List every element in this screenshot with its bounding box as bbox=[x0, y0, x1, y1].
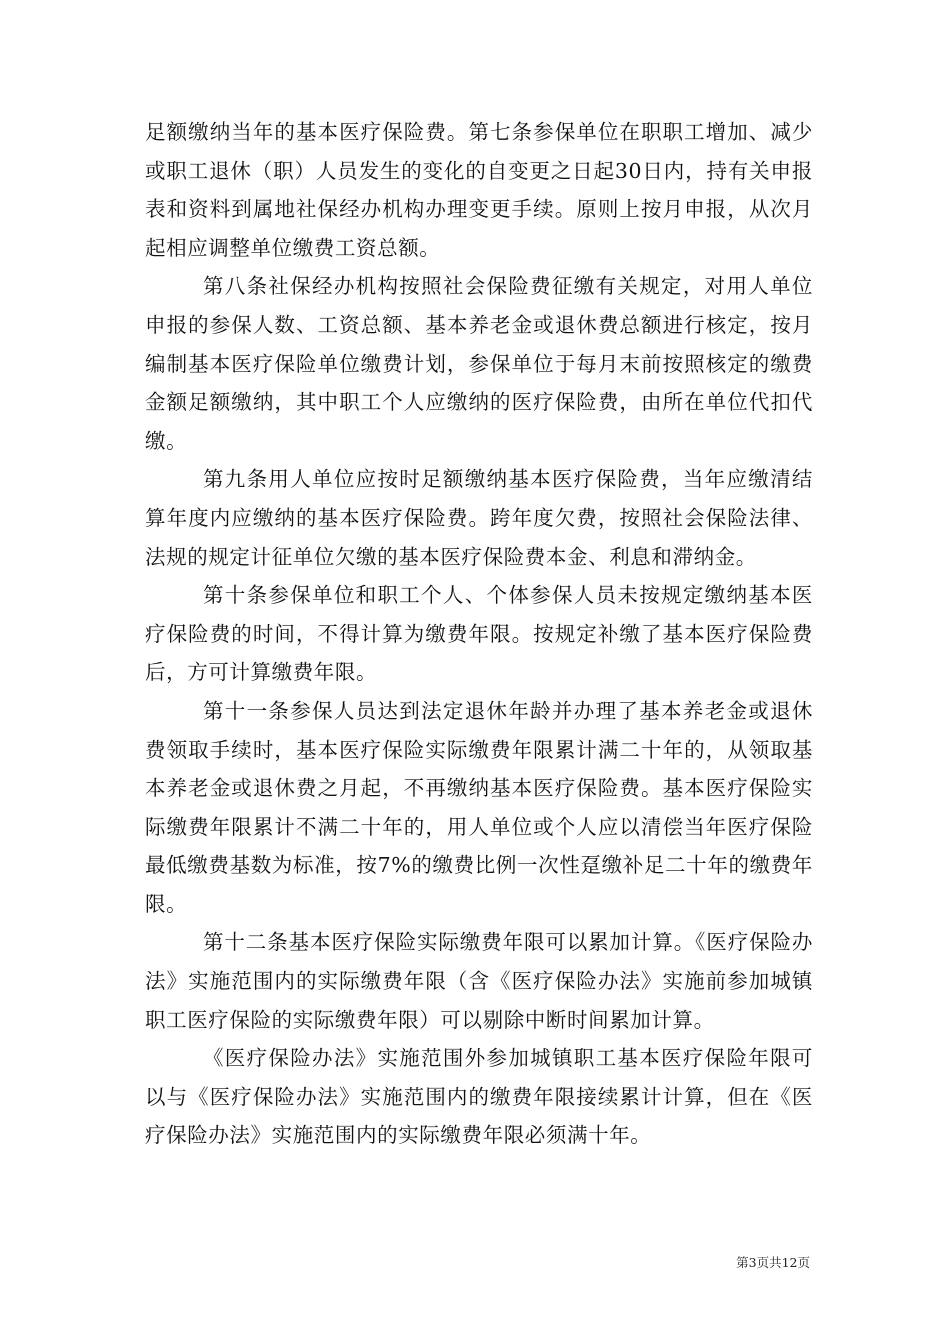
paragraph-3: 第九条用人单位应按时足额缴纳基本医疗保险费，当年应缴清结算年度内应缴纳的基本医疗保险费。跨年度欠费，按照社会保险法律、法规的规定计征单位欠缴的基本医疗保险费本金、利息和滞纳金。 bbox=[145, 467, 813, 569]
page-number-footer: 第3页共12页 bbox=[736, 1255, 810, 1270]
document-body bbox=[145, 113, 813, 1155]
paragraph-4: 第十条参保单位和职工个人、个体参保人员未按规定缴纳基本医疗保险费的时间，不得计算为缴费年限。按规定补缴了基本医疗保险费后，方可计算缴费年限。 bbox=[145, 583, 813, 685]
paragraph-5: 第十一条参保人员达到法定退休年龄并办理了基本养老金或退休费领取手续时，基本医疗保险实际缴费年限累计满二十年的，从领取基本养老金或退休费之月起，不再缴纳基本医疗保险费。基本医疗保险实际缴费年限累计不满二十年的，用人单位或个人应以清偿当年医疗保险最低缴费基数为标准，按7%的缴费比例一次性趸缴补足二十年的缴费年限。 bbox=[145, 698, 813, 916]
paragraph-2: 第八条社保经办机构按照社会保险费征缴有关规定，对用人单位申报的参保人数、工资总额、基本养老金或退休费总额进行核定，按月编制基本医疗保险单位缴费计划，参保单位于每月末前按照核定的缴费金额足额缴纳，其中职工个人应缴纳的医疗保险费，由所在单位代扣代缴。 bbox=[145, 274, 813, 453]
paragraph-6: 第十二条基本医疗保险实际缴费年限可以累加计算。《医疗保险办法》实施范围内的实际缴费年限（含《医疗保险办法》实施前参加城镇职工医疗保险的实际缴费年限）可以剔除中断时间累加计算。 bbox=[145, 930, 813, 1032]
paragraph-7: 《医疗保险办法》实施范围外参加城镇职工基本医疗保险年限可以与《医疗保险办法》实施范围内的缴费年限接续累计计算，但在《医疗保险办法》实施范围内的实际缴费年限必须满十年。 bbox=[145, 1046, 813, 1148]
paragraph-1: 足额缴纳当年的基本医疗保险费。第七条参保单位在职职工增加、减少或职工退休（职）人员发生的变化的自变更之日起30日内，持有关申报表和资料到属地社保经办机构办理变更手续。原则上按月申报，从次月起相应调整单位缴费工资总额。 bbox=[145, 120, 813, 260]
